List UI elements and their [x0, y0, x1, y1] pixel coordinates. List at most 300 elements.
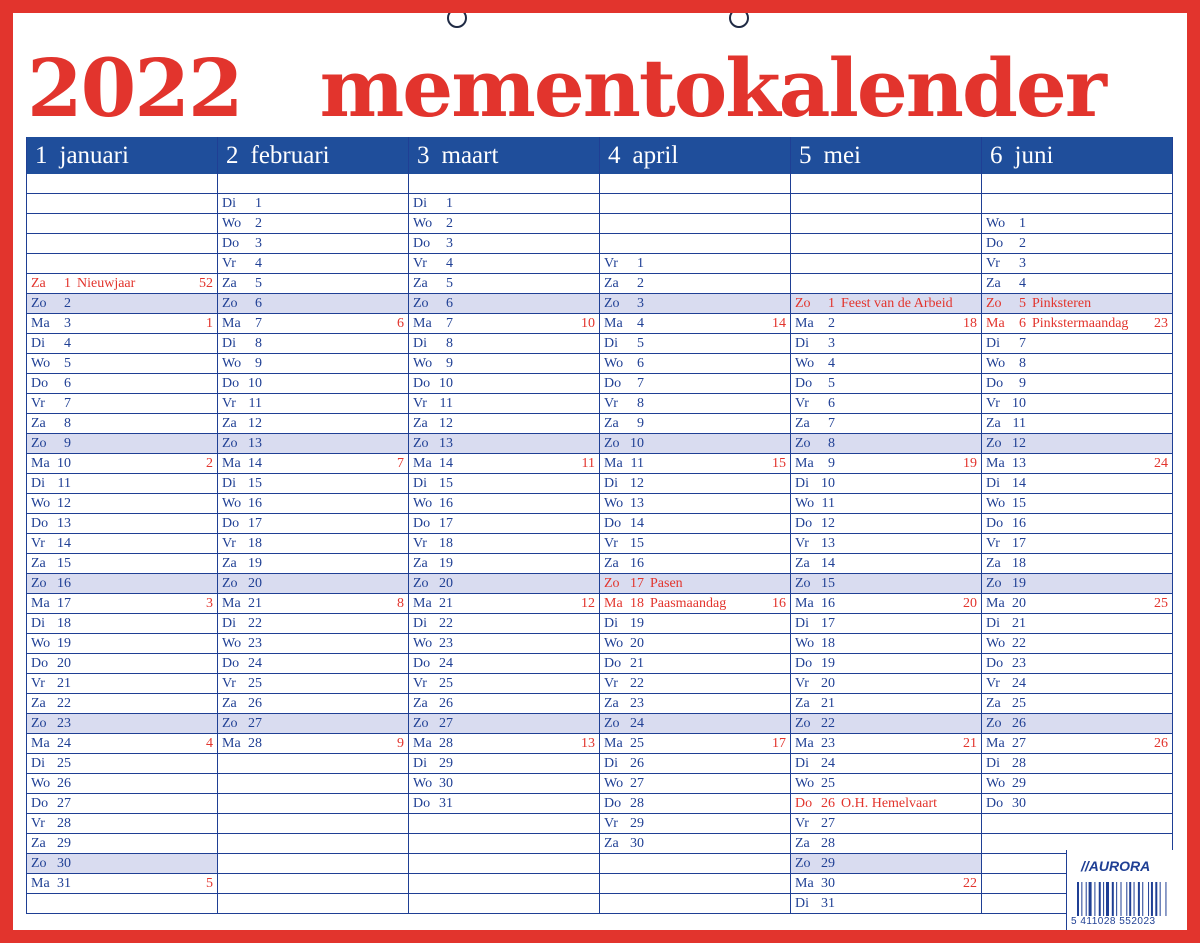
barcode-bar — [1155, 882, 1157, 916]
empty-row — [218, 754, 408, 774]
weekday-abbr: Ma — [413, 736, 432, 751]
day-row — [27, 294, 217, 314]
month-header — [27, 137, 217, 174]
weekday-abbr: Do — [986, 656, 1004, 671]
day-row — [409, 514, 599, 534]
day-row — [409, 234, 599, 254]
weekday-abbr: Di — [413, 756, 427, 771]
weekday-abbr: Wo — [986, 356, 1006, 371]
day-row — [600, 774, 790, 794]
day-row — [982, 474, 1172, 494]
day-row — [409, 434, 599, 454]
weekday-abbr: Za — [222, 556, 237, 571]
day-number: 25 — [1012, 696, 1026, 711]
day-row — [600, 414, 790, 434]
empty-row — [27, 254, 217, 274]
day-row — [218, 414, 408, 434]
day-row — [982, 494, 1172, 514]
day-number: 8 — [828, 436, 835, 451]
day-row — [982, 634, 1172, 654]
month-grid — [26, 137, 1173, 914]
day-number: 16 — [630, 556, 644, 571]
weekday-abbr: Ma — [222, 456, 241, 471]
week-number: 20 — [963, 596, 977, 611]
day-number: 4 — [255, 256, 262, 271]
day-row — [218, 214, 408, 234]
day-row — [600, 514, 790, 534]
day-number: 14 — [439, 456, 453, 471]
weekday-abbr: Vr — [986, 256, 1000, 271]
month-column-januari — [27, 137, 218, 914]
week-number: 6 — [397, 316, 404, 331]
empty-row — [218, 774, 408, 794]
day-number: 16 — [821, 596, 835, 611]
weekday-abbr: Za — [795, 836, 810, 851]
weekday-abbr: Ma — [604, 596, 623, 611]
day-number: 1 — [1019, 216, 1026, 231]
week-number: 8 — [397, 596, 404, 611]
day-number: 23 — [1012, 656, 1026, 671]
barcode-bar — [1112, 882, 1114, 916]
week-number: 2 — [206, 456, 213, 471]
empty-row — [409, 174, 599, 194]
barcode-bar — [1138, 882, 1140, 916]
day-row — [27, 454, 217, 474]
day-row — [409, 194, 599, 214]
day-number: 26 — [57, 776, 71, 791]
day-number: 21 — [821, 696, 835, 711]
day-row — [600, 334, 790, 354]
day-row — [791, 394, 981, 414]
weekday-abbr: Vr — [604, 396, 618, 411]
weekday-abbr: Zo — [604, 296, 620, 311]
weekday-abbr: Vr — [604, 536, 618, 551]
barcode-bar — [1121, 882, 1122, 916]
month-number: 3 — [417, 142, 430, 169]
weekday-abbr: Zo — [795, 856, 811, 871]
day-number: 9 — [255, 356, 262, 371]
day-row — [600, 794, 790, 814]
day-row — [218, 234, 408, 254]
week-number: 24 — [1154, 456, 1168, 471]
weekday-abbr: Di — [604, 336, 618, 351]
day-row — [600, 674, 790, 694]
weekday-abbr: Za — [795, 696, 810, 711]
day-number: 9 — [64, 436, 71, 451]
day-row — [409, 254, 599, 274]
day-number: 7 — [1019, 336, 1026, 351]
day-row — [27, 354, 217, 374]
day-number: 21 — [248, 596, 262, 611]
day-row — [600, 614, 790, 634]
day-row — [791, 694, 981, 714]
day-row — [791, 334, 981, 354]
week-number: 52 — [199, 276, 213, 291]
day-row — [982, 574, 1172, 594]
day-row — [409, 714, 599, 734]
hanging-hole-left — [447, 8, 467, 28]
week-number: 25 — [1154, 596, 1168, 611]
weekday-abbr: Wo — [413, 356, 433, 371]
day-row — [218, 534, 408, 554]
weekday-abbr: Vr — [222, 396, 236, 411]
day-number: 23 — [630, 696, 644, 711]
day-number: 29 — [630, 816, 644, 831]
weekday-abbr: Vr — [986, 536, 1000, 551]
week-number: 9 — [397, 736, 404, 751]
weekday-abbr: Wo — [222, 636, 242, 651]
barcode-bar — [1129, 882, 1131, 916]
week-number: 11 — [581, 456, 595, 471]
weekday-abbr: Do — [604, 656, 622, 671]
weekday-abbr: Wo — [986, 776, 1006, 791]
title-year: 2022 — [27, 41, 242, 135]
empty-row — [600, 214, 790, 234]
day-number: 14 — [1012, 476, 1026, 491]
day-number: 14 — [630, 516, 644, 531]
weekday-abbr: Ma — [31, 736, 50, 751]
weekday-abbr: Ma — [795, 596, 814, 611]
month-header — [791, 137, 981, 174]
weekday-abbr: Do — [413, 376, 431, 391]
weekday-abbr: Vr — [222, 676, 236, 691]
week-number: 12 — [581, 596, 595, 611]
day-row — [600, 354, 790, 374]
day-row — [218, 634, 408, 654]
day-number: 10 — [1012, 396, 1026, 411]
week-number: 21 — [963, 736, 977, 751]
weekday-abbr: Di — [986, 616, 1000, 631]
day-number: 21 — [1012, 616, 1026, 631]
weekday-abbr: Za — [413, 276, 428, 291]
day-number: 16 — [248, 496, 262, 511]
weekday-abbr: Za — [31, 696, 46, 711]
empty-row — [791, 214, 981, 234]
weekday-abbr: Wo — [222, 216, 242, 231]
day-row — [27, 574, 217, 594]
day-number: 9 — [1019, 376, 1026, 391]
day-row — [791, 374, 981, 394]
day-row — [409, 574, 599, 594]
day-number: 20 — [1012, 596, 1026, 611]
day-number: 24 — [1012, 676, 1026, 691]
day-row — [982, 394, 1172, 414]
week-number: 18 — [963, 316, 977, 331]
weekday-abbr: Vr — [31, 396, 45, 411]
day-row — [982, 294, 1172, 314]
weekday-abbr: Vr — [413, 536, 427, 551]
day-row — [982, 414, 1172, 434]
day-number: 30 — [630, 836, 644, 851]
weekday-abbr: Vr — [222, 256, 236, 271]
weekday-abbr: Zo — [795, 436, 811, 451]
weekday-abbr: Do — [222, 656, 240, 671]
day-number: 18 — [57, 616, 71, 631]
day-row — [600, 594, 790, 614]
day-row — [409, 414, 599, 434]
day-row — [600, 314, 790, 334]
week-number: 17 — [772, 736, 786, 751]
weekday-abbr: Ma — [604, 456, 623, 471]
empty-row — [27, 194, 217, 214]
day-number: 1 — [64, 276, 71, 291]
holiday-label: Pinkstermaandag — [1032, 316, 1129, 331]
day-row — [27, 394, 217, 414]
day-row — [27, 654, 217, 674]
month-name: mei — [823, 142, 861, 169]
weekday-abbr: Ma — [31, 596, 50, 611]
day-number: 23 — [821, 736, 835, 751]
day-number: 23 — [248, 636, 262, 651]
day-number: 10 — [821, 476, 835, 491]
weekday-abbr: Vr — [31, 536, 45, 551]
weekday-abbr: Wo — [795, 356, 815, 371]
empty-row — [27, 894, 217, 914]
day-number: 3 — [446, 236, 453, 251]
day-number: 16 — [1012, 516, 1026, 531]
week-number: 19 — [963, 456, 977, 471]
weekday-abbr: Vr — [413, 256, 427, 271]
day-number: 22 — [439, 616, 453, 631]
day-number: 27 — [248, 716, 262, 731]
day-number: 20 — [630, 636, 644, 651]
day-number: 8 — [637, 396, 644, 411]
day-number: 5 — [1019, 296, 1026, 311]
day-number: 3 — [828, 336, 835, 351]
day-row — [600, 474, 790, 494]
day-number: 25 — [630, 736, 644, 751]
day-row — [982, 594, 1172, 614]
weekday-abbr: Wo — [986, 216, 1006, 231]
day-number: 11 — [630, 456, 644, 471]
weekday-abbr: Wo — [986, 636, 1006, 651]
day-row — [409, 314, 599, 334]
day-row — [27, 514, 217, 534]
day-row — [791, 854, 981, 874]
weekday-abbr: Di — [795, 756, 809, 771]
weekday-abbr: Za — [604, 276, 619, 291]
day-row — [27, 854, 217, 874]
barcode-bar — [1134, 882, 1135, 916]
weekday-abbr: Wo — [31, 636, 51, 651]
day-row — [791, 474, 981, 494]
day-row — [27, 614, 217, 634]
weekday-abbr: Za — [31, 416, 46, 431]
weekday-abbr: Za — [31, 276, 46, 291]
day-row — [409, 374, 599, 394]
day-row — [409, 614, 599, 634]
day-row — [27, 734, 217, 754]
day-row — [218, 494, 408, 514]
empty-row — [218, 894, 408, 914]
weekday-abbr: Di — [986, 476, 1000, 491]
day-number: 23 — [439, 636, 453, 651]
month-name: april — [632, 142, 679, 169]
day-number: 22 — [630, 676, 644, 691]
week-number: 14 — [772, 316, 786, 331]
day-number: 31 — [57, 876, 71, 891]
day-row — [791, 494, 981, 514]
weekday-abbr: Zo — [413, 296, 429, 311]
day-number: 19 — [439, 556, 453, 571]
holiday-label: Pasen — [650, 576, 683, 591]
brand-box — [1066, 850, 1187, 930]
weekday-abbr: Di — [222, 616, 236, 631]
day-number: 21 — [439, 596, 453, 611]
day-row — [27, 314, 217, 334]
day-number: 28 — [821, 836, 835, 851]
day-number: 4 — [1019, 276, 1026, 291]
week-number: 10 — [581, 316, 595, 331]
barcode-image — [1077, 882, 1177, 916]
weekday-abbr: Vr — [413, 676, 427, 691]
day-number: 2 — [1019, 236, 1026, 251]
aurora-logo: //AURORA — [1081, 858, 1151, 874]
weekday-abbr: Di — [31, 336, 45, 351]
weekday-abbr: Zo — [604, 576, 620, 591]
day-row — [409, 594, 599, 614]
day-row — [409, 394, 599, 414]
day-row — [218, 194, 408, 214]
weekday-abbr: Ma — [795, 736, 814, 751]
weekday-abbr: Di — [222, 196, 236, 211]
day-number: 12 — [630, 476, 644, 491]
weekday-abbr: Wo — [31, 496, 51, 511]
weekday-abbr: Di — [31, 756, 45, 771]
weekday-abbr: Za — [604, 556, 619, 571]
day-row — [218, 394, 408, 414]
month-column-mei — [791, 137, 982, 914]
barcode-bar — [1151, 882, 1153, 916]
day-number: 4 — [446, 256, 453, 271]
day-number: 3 — [255, 236, 262, 251]
month-column-juni — [982, 137, 1173, 914]
day-number: 10 — [57, 456, 71, 471]
empty-row — [600, 854, 790, 874]
day-row — [791, 554, 981, 574]
month-column-april — [600, 137, 791, 914]
month-name: maart — [441, 142, 499, 169]
day-number: 1 — [446, 196, 453, 211]
week-number: 1 — [206, 316, 213, 331]
month-header — [982, 137, 1172, 174]
day-row — [600, 694, 790, 714]
weekday-abbr: Za — [31, 836, 46, 851]
weekday-abbr: Zo — [222, 436, 238, 451]
weekday-abbr: Di — [795, 896, 809, 911]
day-number: 1 — [828, 296, 835, 311]
weekday-abbr: Vr — [604, 816, 618, 831]
day-row — [27, 814, 217, 834]
day-number: 8 — [446, 336, 453, 351]
day-number: 28 — [630, 796, 644, 811]
day-row — [27, 274, 217, 294]
day-number: 11 — [821, 496, 835, 511]
weekday-abbr: Do — [986, 236, 1004, 251]
weekday-abbr: Wo — [795, 496, 815, 511]
week-number: 7 — [397, 456, 404, 471]
day-number: 12 — [1012, 436, 1026, 451]
empty-row — [982, 194, 1172, 214]
empty-row — [409, 874, 599, 894]
weekday-abbr: Do — [31, 656, 49, 671]
weekday-abbr: Do — [413, 656, 431, 671]
day-row — [982, 754, 1172, 774]
empty-row — [409, 854, 599, 874]
day-row — [982, 774, 1172, 794]
month-number: 1 — [35, 142, 48, 169]
day-row — [409, 454, 599, 474]
day-number: 30 — [57, 856, 71, 871]
day-row — [218, 554, 408, 574]
weekday-abbr: Za — [413, 696, 428, 711]
day-number: 7 — [637, 376, 644, 391]
weekday-abbr: Ma — [986, 596, 1005, 611]
day-row — [218, 454, 408, 474]
day-number: 3 — [1019, 256, 1026, 271]
day-number: 15 — [630, 536, 644, 551]
weekday-abbr: Wo — [222, 496, 242, 511]
weekday-abbr: Do — [604, 376, 622, 391]
day-number: 5 — [255, 276, 262, 291]
weekday-abbr: Ma — [604, 736, 623, 751]
day-number: 22 — [821, 716, 835, 731]
day-number: 21 — [630, 656, 644, 671]
weekday-abbr: Do — [413, 516, 431, 531]
day-row — [27, 834, 217, 854]
day-row — [218, 654, 408, 674]
day-number: 4 — [828, 356, 835, 371]
day-row — [409, 274, 599, 294]
empty-row — [791, 174, 981, 194]
weekday-abbr: Wo — [413, 636, 433, 651]
day-number: 8 — [255, 336, 262, 351]
day-row — [409, 734, 599, 754]
day-row — [27, 694, 217, 714]
day-number: 17 — [821, 616, 835, 631]
day-number: 28 — [248, 736, 262, 751]
day-number: 1 — [637, 256, 644, 271]
weekday-abbr: Vr — [986, 396, 1000, 411]
day-number: 13 — [439, 436, 453, 451]
weekday-abbr: Di — [604, 756, 618, 771]
barcode-bar — [1106, 882, 1109, 916]
day-row — [27, 494, 217, 514]
day-number: 20 — [57, 656, 71, 671]
day-row — [409, 294, 599, 314]
day-row — [218, 314, 408, 334]
day-number: 8 — [1019, 356, 1026, 371]
day-row — [600, 734, 790, 754]
day-number: 11 — [439, 396, 453, 411]
weekday-abbr: Do — [604, 516, 622, 531]
weekday-abbr: Zo — [31, 576, 47, 591]
day-row — [600, 434, 790, 454]
day-row — [218, 334, 408, 354]
empty-row — [27, 214, 217, 234]
day-number: 5 — [828, 376, 835, 391]
day-number: 25 — [821, 776, 835, 791]
day-row — [27, 794, 217, 814]
day-number: 30 — [1012, 796, 1026, 811]
empty-row — [218, 874, 408, 894]
weekday-abbr: Di — [31, 616, 45, 631]
day-number: 27 — [57, 796, 71, 811]
day-number: 15 — [821, 576, 835, 591]
weekday-abbr: Zo — [986, 716, 1002, 731]
day-number: 9 — [637, 416, 644, 431]
day-row — [982, 714, 1172, 734]
